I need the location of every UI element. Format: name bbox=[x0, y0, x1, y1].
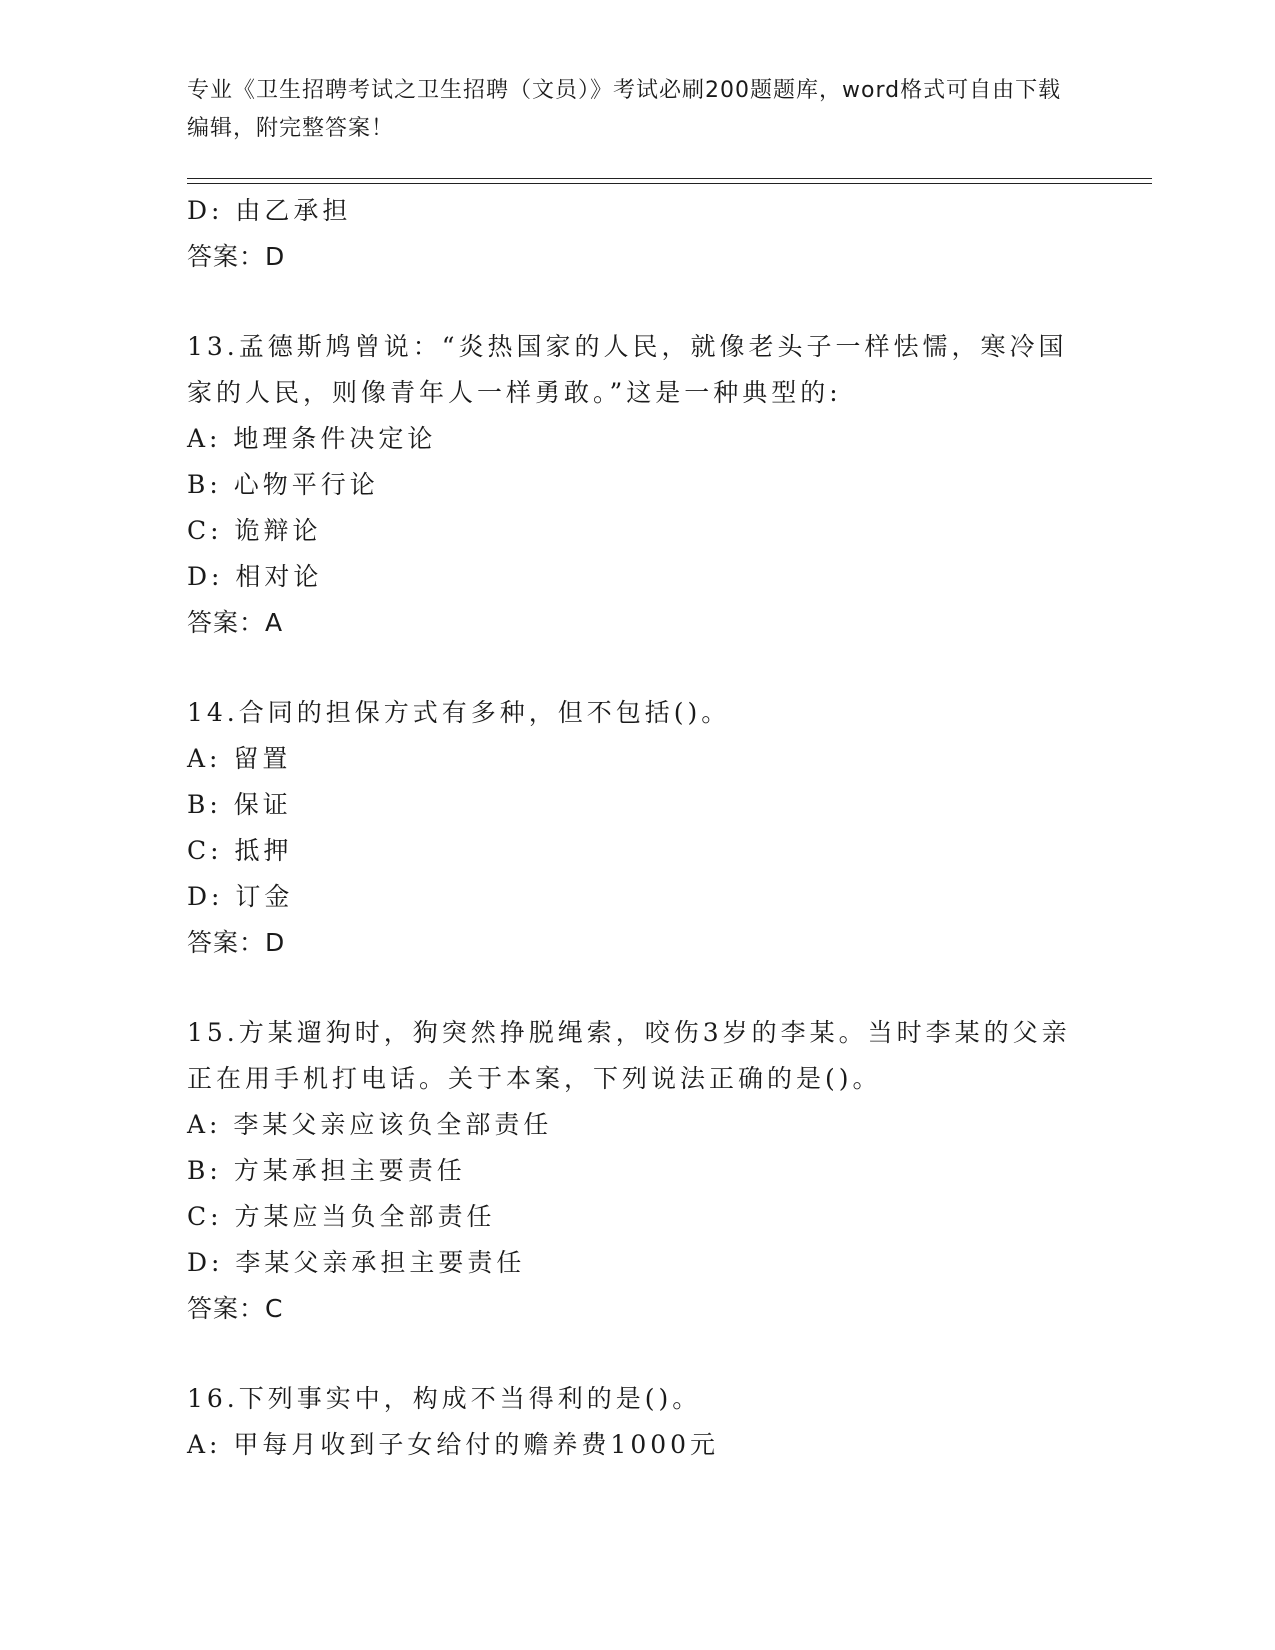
header-divider-top bbox=[187, 178, 1152, 179]
option-a: A: 李某父亲应该负全部责任 bbox=[187, 1110, 553, 1139]
option-c: C: 方某应当负全部责任 bbox=[187, 1202, 496, 1231]
option-b: B: 方某承担主要责任 bbox=[187, 1156, 466, 1185]
option-d: D: 由乙承担 bbox=[187, 196, 352, 225]
question-stem-cont: 正在用手机打电话。关于本案，下列说法正确的是()。 bbox=[187, 1064, 882, 1093]
option-a: A: 甲每月收到子女给付的赡养费1000元 bbox=[187, 1430, 720, 1459]
option-a: A: 地理条件决定论 bbox=[187, 424, 437, 453]
document-title: 专业《卫生招聘考试之卫生招聘（文员）》考试必刷200题题库，word格式可自由下载编辑，附完整答案！ bbox=[187, 78, 1062, 141]
question-stem: 14.合同的担保方式有多种，但不包括()。 bbox=[187, 698, 731, 727]
question-stem-cont: 家的人民，则像青年人一样勇敢。”这是一种典型的: bbox=[187, 378, 842, 407]
question-13 bbox=[187, 324, 1087, 646]
question-list bbox=[187, 188, 1087, 1468]
option-b: B: 保证 bbox=[187, 790, 292, 819]
option-d: D: 订金 bbox=[187, 882, 294, 911]
answer: 答案：C bbox=[187, 1294, 284, 1323]
question-16 bbox=[187, 1376, 1087, 1468]
question-15 bbox=[187, 1010, 1087, 1332]
question-stem: 16.下列事实中，构成不当得利的是()。 bbox=[187, 1384, 702, 1413]
answer: 答案：D bbox=[187, 242, 286, 271]
option-b: B: 心物平行论 bbox=[187, 470, 379, 499]
option-d: D: 相对论 bbox=[187, 562, 323, 591]
option-d: D: 李某父亲承担主要责任 bbox=[187, 1248, 526, 1277]
question-14 bbox=[187, 690, 1087, 966]
option-c: C: 诡辩论 bbox=[187, 516, 322, 545]
question-12-tail bbox=[187, 188, 1087, 280]
answer: 答案：D bbox=[187, 928, 286, 957]
question-stem: 13.孟德斯鸠曾说：“炎热国家的人民，就像老头子一样怯懦，寒冷国 bbox=[187, 332, 1068, 361]
option-c: C: 抵押 bbox=[187, 836, 293, 865]
question-stem: 15.方某遛狗时，狗突然挣脱绳索，咬伤3岁的李某。当时李某的父亲 bbox=[187, 1018, 1071, 1047]
option-a: A: 留置 bbox=[187, 744, 292, 773]
answer: 答案：A bbox=[187, 608, 284, 637]
header-divider-bottom bbox=[187, 183, 1152, 184]
